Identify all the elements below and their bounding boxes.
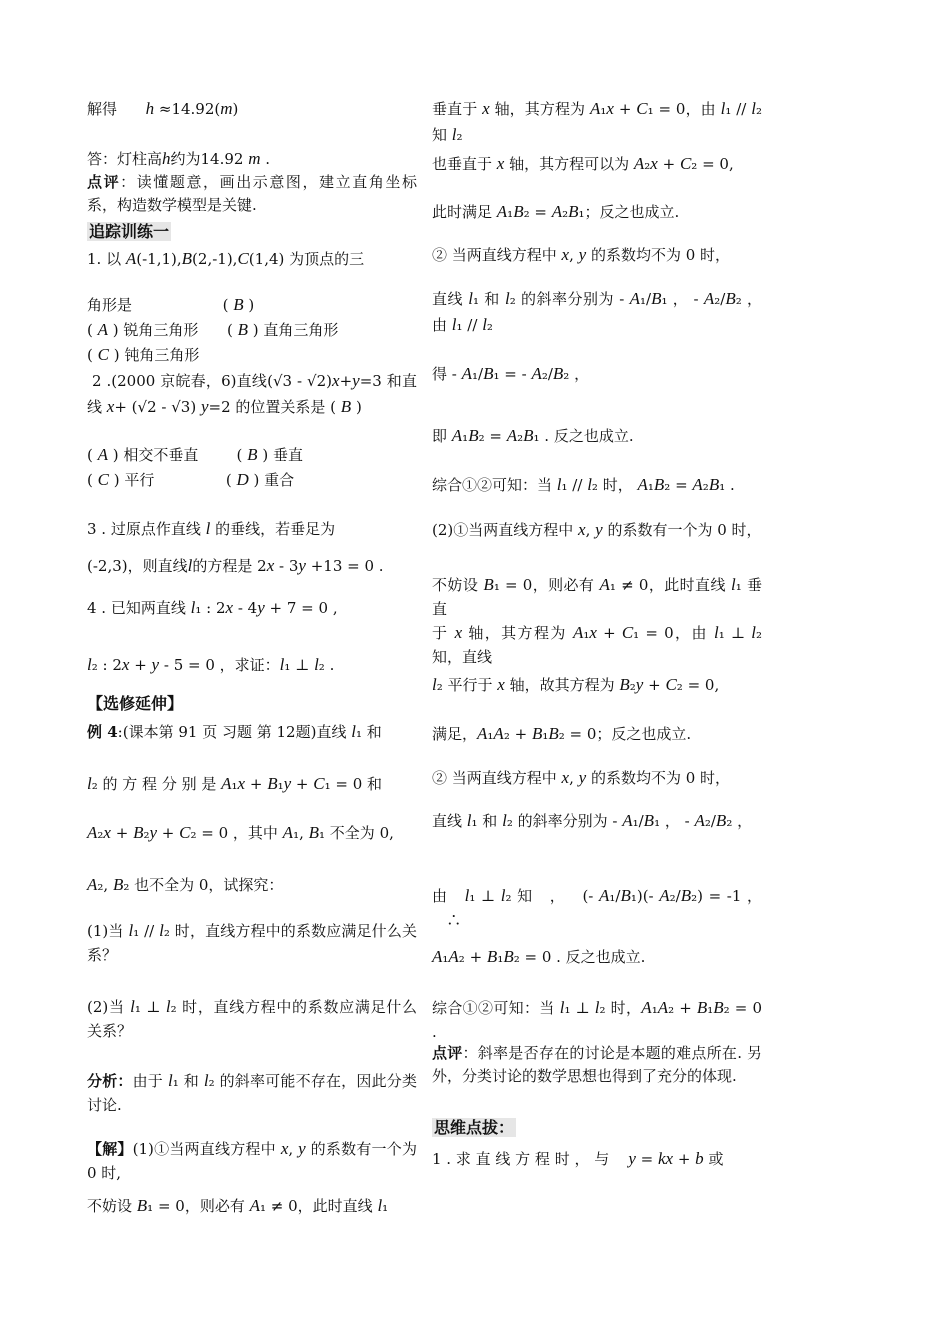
right-line-8: 综合①②可知：当 l₁ // l₂ 时， A₁B₂ = A₂B₁ . bbox=[432, 475, 735, 494]
right-line-11: 于 x 轴，其方程为 A₁x + C₁ = 0，由 l₁ ⊥ l₂ 知，直线 bbox=[432, 623, 762, 667]
right-line-9: (2)①当两直线方程中 x, y 的系数有一个为 0 时， bbox=[432, 520, 762, 539]
left-line-7: ( A ) 锐角三角形 ( B ) 直角三角形 bbox=[87, 320, 339, 339]
right-line-16: 由 l₁ ⊥ l₂ 知 ， (- A₁/B₁)(- A₂/B₂) = -1 ， ∴ bbox=[432, 886, 762, 930]
right-line-21: 1 . 求 直 线 方 程 时 ， 与 y = kx + b 或 bbox=[432, 1149, 724, 1168]
left-line-18: l₂ 的 方 程 分 别 是 A₁x + B₁y + C₁ = 0 和 bbox=[87, 774, 383, 793]
right-line-7: 即 A₁B₂ = A₂B₁ . 反之也成立. bbox=[432, 426, 634, 445]
left-line-12: 3 . 过原点作直线 l 的垂线，若垂足为 bbox=[87, 519, 336, 538]
left-line-1: 解得 h ≈14.92(m) bbox=[87, 99, 239, 118]
left-line-15: l₂ : 2x + y - 5 = 0 ，求证：l₁ ⊥ l₂ . bbox=[87, 655, 335, 674]
right-line-6: 得 - A₁/B₁ = - A₂/B₂ ， bbox=[432, 364, 590, 383]
left-line-17: 例 4:(课本第 91 页 习题 第 12题)直线 l₁ 和 bbox=[87, 722, 382, 741]
right-line-10: 不妨设 B₁ = 0，则必有 A₁ ≠ 0，此时直线 l₁ 垂直 bbox=[432, 575, 762, 619]
left-line-14: 4 . 已知两直线 l₁ : 2x - 4y + 7 = 0 , bbox=[87, 598, 338, 617]
right-line-20: 思维点拔： bbox=[434, 1118, 515, 1137]
right-line-1: 垂直于 x 轴，其方程为 A₁x + C₁ = 0，由 l₁ // l₂ 知 l₂ bbox=[432, 99, 762, 145]
left-line-20: A₂, B₂ 也不全为 0，试探究： bbox=[87, 875, 284, 894]
left-line-19: A₂x + B₂y + C₂ = 0 ，其中 A₁, B₁ 不全为 0, bbox=[87, 823, 394, 842]
left-line-25: 不妨设 B₁ = 0，则必有 A₁ ≠ 0，此时直线 l₁ bbox=[87, 1196, 389, 1215]
right-line-15: 直线 l₁ 和 l₂ 的斜率分别为 - A₁/B₁ ， - A₂/B₂ ， bbox=[432, 811, 753, 830]
left-line-9: 2 .(2000 京皖春，6)直线(√3 - √2)x+y=3 和直线 x+ (√2 - √3) y=2 的位置关系是 ( B ) bbox=[87, 371, 417, 417]
left-line-8: ( C ) 钝角三角形 bbox=[87, 345, 200, 364]
left-line-6: 角形是 ( B ) bbox=[87, 295, 255, 314]
left-line-2: 答：灯柱高h约为14.92 m . bbox=[87, 149, 271, 168]
left-line-16: 【选修延伸】 bbox=[87, 694, 184, 713]
right-line-17: A₁A₂ + B₁B₂ = 0 . 反之也成立. bbox=[432, 947, 646, 966]
right-line-4: ② 当两直线方程中 x, y 的系数均不为 0 时， bbox=[432, 245, 731, 264]
left-line-11: ( C ) 平行 ( D ) 重合 bbox=[87, 470, 295, 489]
right-line-18: 综合①②可知：当 l₁ ⊥ l₂ 时，A₁A₂ + B₁B₂ = 0 . bbox=[432, 998, 762, 1042]
right-line-5: 直线 l₁ 和 l₂ 的斜率分别为 - A₁/B₁ ， - A₂/B₂ ，由 l₁ // l₂ bbox=[432, 289, 762, 335]
right-line-12: l₂ 平行于 x 轴，故其方程为 B₂y + C₂ = 0, bbox=[432, 675, 720, 694]
left-line-24: 【解】(1)①当两直线方程中 x, y 的系数有一个为 0 时, bbox=[87, 1139, 417, 1183]
left-line-13: (-2,3)，则直线l的方程是 2x - 3y +13 = 0 . bbox=[87, 556, 384, 575]
left-line-5: 1. 以 A(-1,1),B(2,-1),C(1,4) 为顶点的三 bbox=[87, 249, 365, 268]
right-line-3: 此时满足 A₁B₂ = A₂B₁；反之也成立. bbox=[432, 202, 680, 221]
left-line-21: (1)当 l₁ // l₂ 时，直线方程中的系数应满足什么关系？ bbox=[87, 921, 417, 965]
left-line-22: (2)当 l₁ ⊥ l₂ 时，直线方程中的系数应满足什么关系？ bbox=[87, 997, 417, 1041]
right-line-19: 点评：斜率是否存在的讨论是本题的难点所在. 另外，分类讨论的数学思想也得到了充分的体现. bbox=[432, 1044, 762, 1086]
left-line-3: 点评：读懂题意，画出示意图，建立直角坐标系，构造数学模型是关键. bbox=[87, 173, 417, 215]
left-line-23: 分析：由于 l₁ 和 l₂ 的斜率可能不存在，因此分类讨论. bbox=[87, 1071, 417, 1115]
right-line-14: ② 当两直线方程中 x, y 的系数均不为 0 时， bbox=[432, 768, 731, 787]
left-line-4: 追踪训练一 bbox=[89, 222, 170, 241]
right-line-13: 满足，A₁A₂ + B₁B₂ = 0；反之也成立. bbox=[432, 724, 692, 743]
left-line-10: ( A ) 相交不垂直 ( B ) 垂直 bbox=[87, 445, 303, 464]
right-line-2: 也垂直于 x 轴，其方程可以为 A₂x + C₂ = 0, bbox=[432, 154, 734, 173]
